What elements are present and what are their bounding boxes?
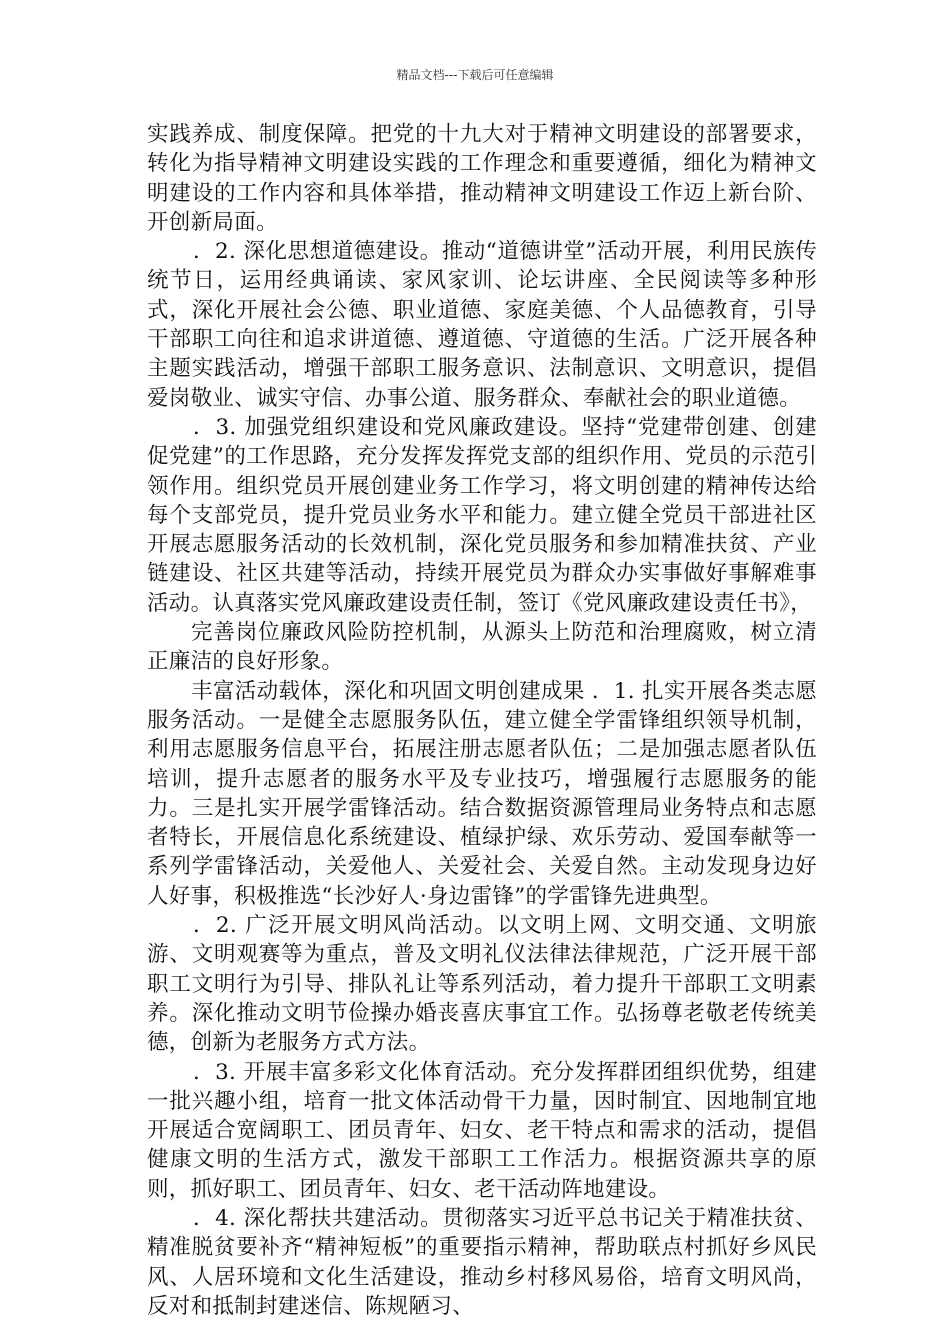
paragraph-continuation: 实践养成、制度保障。把党的十九大对于精神文明建设的部署要求，转化为指导精神文明建设实践的工作理念和重要遵循，细化为精神文明建设的工作内容和具体举措，推动精神文明建设工作迈上新台阶、开创新局面。 bbox=[147, 122, 817, 235]
paragraph-volunteer-service: 丰富活动载体，深化和巩固文明创建成果 ．1. 扎实开展各类志愿服务活动。一是健全志愿服务队伍，建立健全学雷锋组织领导机制，利用志愿服务信息平台，拓展注册志愿者队伍；二是加强志愿者队伍培训，提升志愿者的服务水平及专业技巧，增强履行志愿服务的能力。三是扎实开展学雷锋活动。结合数据资源管理局业务特点和志愿者特长，开展信息化系统建设、植绿护绿、欢乐劳动、爱国奉献等一系列学雷锋活动，关爱他人、关爱社会、关爱自然。主动发现身边好人好事，积极推选“长沙好人·身边雷锋”的学雷锋先进典型。 bbox=[147, 678, 817, 909]
paragraph-civility-activities: ．2. 广泛开展文明风尚活动。以文明上网、文明交通、文明旅游、文明观赛等为重点，普及文明礼仪法律法律规范，广泛开展干部职工文明行为引导、排队礼让等系列活动，着力提升干部职工文明素养。深化推动文明节俭操办婚丧喜庆事宜工作。弘扬尊老敬老传统美德，创新为老服务方式方法。 bbox=[147, 913, 817, 1056]
document-body bbox=[147, 120, 817, 1321]
paragraph-moral-construction: ．2. 深化思想道德建设。推动“道德讲堂”活动开展，利用民族传统节日，运用经典诵读、家风家训、论坛讲座、全民阅读等多种形式，深化开展社会公德、职业道德、家庭美德、个人品德教育，引导干部职工向往和追求讲道德、遵道德、守道德的生活。广泛开展各种主题实践活动，增强干部职工服务意识、法制意识、文明意识，提倡爱岗敬业、诚实守信、办事公道、服务群众、奉献社会的职业道德。 bbox=[147, 239, 817, 411]
paragraph-assistance-cobuilding: ．4. 深化帮扶共建活动。贯彻落实习近平总书记关于精准扶贫、精准脱贫要补齐“精神短板”的重要指示精神，帮助联点村抓好乡风民风、人居环境和文化生活建设，推动乡村移风易俗，培育文明风尚，反对和抵制封建迷信、陈规陋习、 bbox=[147, 1205, 817, 1319]
page-header-watermark: 精品文档---下载后可任意编辑 bbox=[396, 68, 554, 82]
paragraph-party-building: ．3. 加强党组织建设和党风廉政建设。坚持“党建带创建、创建促党建”的工作思路，充分发挥发挥党支部的组织作用、党员的示范引领作用。组织党员开展创建业务工作学习，将文明创建的精神传达给每个支部党员，提升党员业务水平和能力。建立健全党员干部进社区开展志愿服务活动的长效机制，深化党员服务和参加精准扶贫、产业链建设、社区共建等活动，持续开展党员为群众办实事做好事解难事活动。认真落实党风廉政建设责任制，签订《党风廉政建设责任书》， bbox=[147, 414, 817, 616]
paragraph-culture-sports: ．3. 开展丰富多彩文化体育活动。充分发挥群团组织优势，组建一批兴趣小组，培育一批文体活动骨干力量，因时制宜、因地制宜地开展适合宽阔职工、团员青年、妇女、老干特点和需求的活动，提倡健康文明的生活方式，激发干部职工工作活力。根据资源共享的原则，抓好职工、团员青年、妇女、老干活动阵地建设。 bbox=[147, 1059, 817, 1202]
paragraph-integrity-mechanism: 完善岗位廉政风险防控机制，从源头上防范和治理腐败，树立清正廉洁的良好形象。 bbox=[147, 620, 817, 675]
